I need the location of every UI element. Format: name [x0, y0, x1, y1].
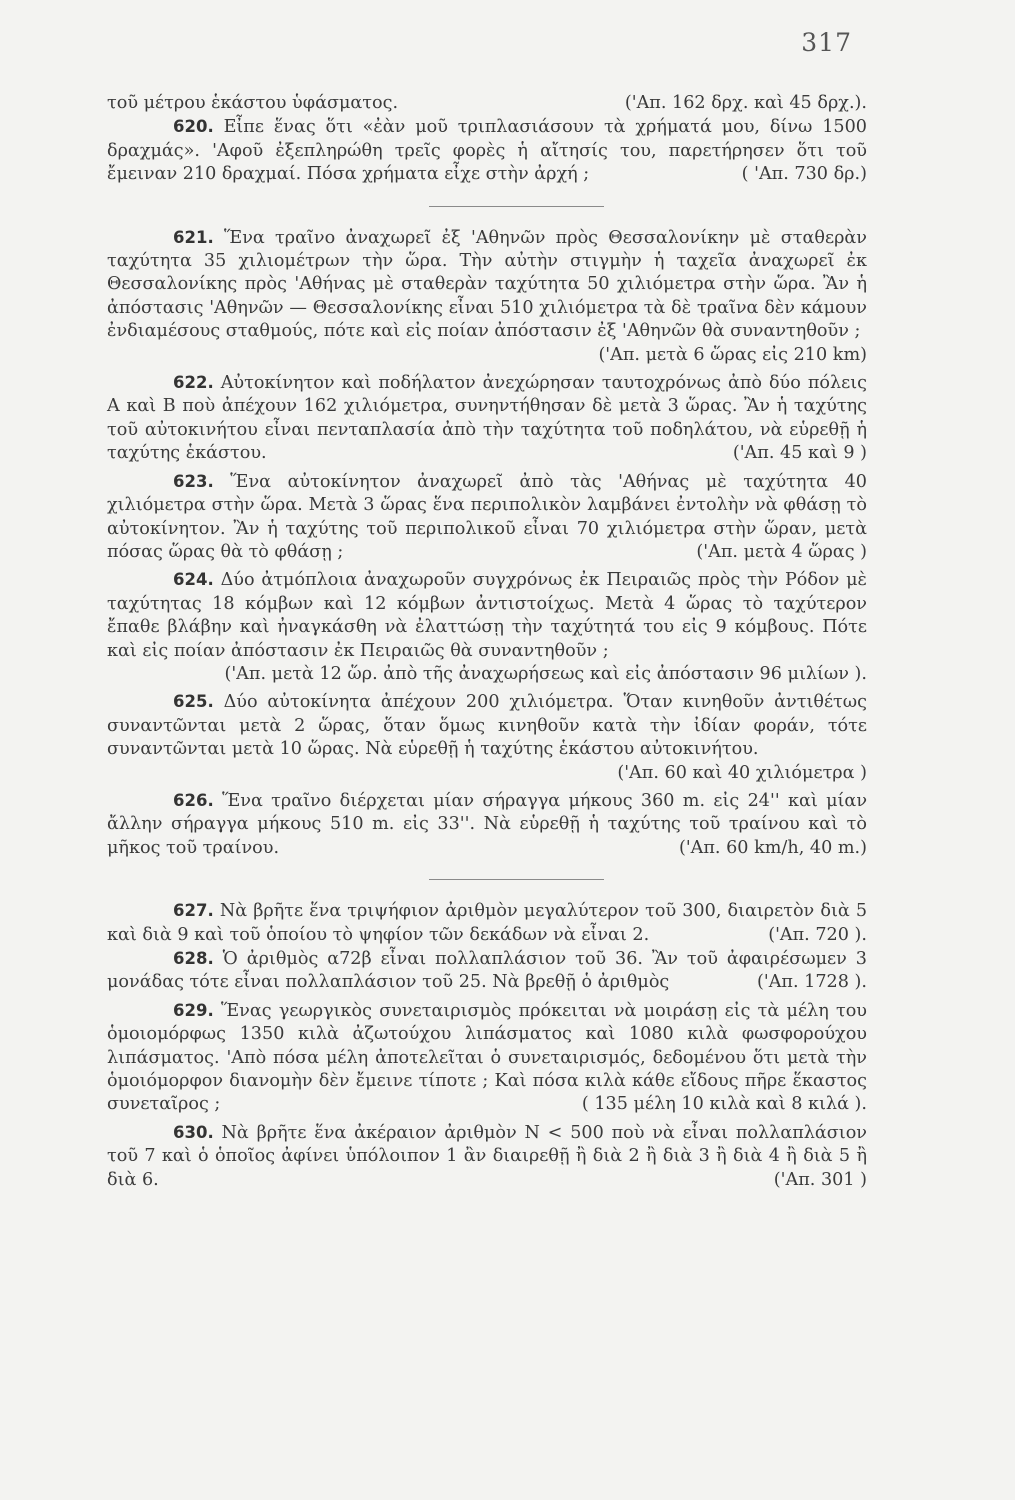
- problem-number: 624.: [173, 570, 214, 590]
- section-divider: [429, 879, 604, 880]
- problem-625: [107, 690, 867, 785]
- problem-text: Ἕνα τραῖνο διέρχεται μίαν σήραγγα μήκους 360 m. εἰς 24'' καὶ μίαν ἄλλην σήραγγα μήκους 510 m. εἰς 33''. Νὰ εὑρεθῇ ἡ ταχύτης τοῦ τραίνου καὶ τὸ μῆκος τοῦ τραίνου.: [107, 790, 868, 858]
- answer: ('Απ. 60 km/h, 40 m.): [678, 837, 867, 858]
- problem-number: 622.: [173, 373, 214, 393]
- problem-number: 625.: [173, 692, 214, 712]
- answer: ('Απ. 162 δρχ. καὶ 45 δρχ.).: [624, 93, 867, 113]
- answer: ('Απ. 1728 ).: [757, 972, 867, 993]
- answer: ('Απ. 720 ).: [768, 924, 867, 945]
- answer: ( 'Απ. 730 δρ.): [741, 164, 867, 185]
- problem-number: 630.: [173, 1122, 214, 1142]
- problems-text: [107, 92, 867, 1192]
- problem-623: [107, 470, 867, 565]
- problem-622: [107, 371, 867, 466]
- problem-number: 621.: [173, 227, 214, 247]
- page-number: 317: [801, 28, 852, 57]
- problem-621: [107, 226, 867, 367]
- answer: ('Απ. μετὰ 4 ὥρας ): [696, 541, 867, 562]
- problem-text: Εἶπε ἕνας ὅτι «ἐὰν μοῦ τριπλασιάσουν τὰ χρήματά μου, δίνω 1500 δραχμάς». 'Αφοῦ ἐξεπληρώθη τρεῖς φορὲς ἡ αἴτησίς του, παρετήρησεν ὅτι τοῦ ἔμειναν 210 δραχμαί. Πόσα χρήματα εἶχε στὴν ἀρχή ;: [107, 117, 867, 185]
- problem-number: 628.: [173, 949, 214, 968]
- problem-text: Αὐτοκίνητον καὶ ποδήλατον ἀνεχώρησαν ταυτοχρόνως ἀπὸ δύο πόλεις Α καὶ Β ποὺ ἀπέχουν 162 χιλιόμετρα, συνηντήθησαν δὲ μετὰ 3 ὥρας. Ἂν ἡ ταχύτης τοῦ αὐτοκινήτου εἶναι πενταπλασία ἀπὸ τὴν ταχύτητα τοῦ ποδηλάτου, νὰ εὑρεθῇ ἡ ταχύτης ἑκάστου.: [107, 373, 868, 464]
- section-divider: [429, 206, 604, 207]
- problem-text: Ἕνα τραῖνο ἀναχωρεῖ ἐξ 'Αθηνῶν πρὸς Θεσσαλονίκην μὲ σταθερὰν ταχύτητα 35 χιλιομέτρων τὴν ὥρα. Τὴν αὐτὴν στιγμὴν ἡ ταχεῖα ἀναχωρεῖ ἐκ Θεσσαλονίκης πρὸς 'Αθήνας μὲ σταθερὰν ταχύτητα 50 χιλιόμετρα στὴν ὥρα. Ἂν ἡ ἀπόστασις 'Αθηνῶν — Θεσσαλονίκης εἶναι 510 χιλιόμετρα τὰ δὲ τραῖνα δὲν κάμουν ἐνδιαμέσους σταθμούς, πότε καὶ εἰς ποίαν ἀπόστασιν ἐξ 'Αθηνῶν θὰ συναντηθοῦν ;: [107, 227, 868, 342]
- problem-text: Δύο ἀτμόπλοια ἀναχωροῦν συγχρόνως ἐκ Πειραιῶς πρὸς τὴν Ρόδον μὲ ταχύτητας 18 κόμβων καὶ 12 κόμβων ἀντιστοίχως. Μετὰ 4 ὥρας τὸ ταχύτερον ἔπαθε βλάβην καὶ ἠναγκάσθη νὰ ἐλαττώσῃ τὴν ταχύτητά του εἰς 9 κόμβους. Πότε καὶ εἰς ποίαν ἀπόστασιν ἐκ Πειραιῶς θὰ συναντηθοῦν ;: [107, 570, 867, 661]
- problem-626: [107, 789, 867, 860]
- problem-620: [107, 115, 867, 186]
- problem-number: 627.: [173, 901, 214, 921]
- problem-number: 623.: [173, 471, 214, 491]
- continuation-text: τοῦ μέτρου ἑκάστου ὑφάσματος.: [107, 93, 399, 113]
- problem-text: Ἕνας γεωργικὸς συνεταιρισμὸς πρόκειται νὰ μοιράσῃ εἰς τὰ μέλη του ὁμοιομόρφως 1350 κιλὰ ἀζωτούχου λιπάσματος καὶ 1080 κιλὰ φωσφορούχου λιπάσματος. 'Απὸ πόσα μέλη ἀποτελεῖται ὁ συνεταιρισμός, δεδομένου ὅτι μετὰ τὴν ὁμοιόμορφον διανομὴν δὲν ἔμεινε τίποτε ; Καὶ πόσα κιλὰ κάθε εἴδους πῆρε ἕκαστος συνεταῖρος ;: [107, 1000, 868, 1115]
- problem-628: [107, 947, 867, 995]
- answer: ('Απ. μετὰ 6 ὥρας εἰς 210 km): [598, 344, 867, 365]
- problem-text: Νὰ βρῆτε ἕνα τριψήφιον ἀριθμὸν μεγαλύτερον τοῦ 300, διαιρετὸν διὰ 5 καὶ διὰ 9 καὶ τοῦ ὁποίου τὸ ψηφίον τῶν δεκάδων νὰ εἶναι 2.: [107, 901, 868, 945]
- problem-text: Δύο αὐτοκίνητα ἀπέχουν 200 χιλιόμετρα. Ὅταν κινηθοῦν ἀντιθέτως συναντῶνται μετὰ 2 ὥρας, ὅταν ὅμως κινηθοῦν κατὰ τὴν ἰδίαν φοράν, τότε συναντῶνται μετὰ 10 ὥρας. Νὰ εὑρεθῇ ἡ ταχύτης ἑκάστου αὐτοκινήτου.: [107, 692, 867, 760]
- problem-number: 626.: [173, 790, 214, 810]
- answer: ( 135 μέλη 10 κιλὰ καὶ 8 κιλά ).: [581, 1094, 867, 1115]
- problem-630: [107, 1121, 867, 1192]
- continuation-line: [107, 92, 867, 115]
- problem-624: [107, 568, 867, 686]
- problem-text: Ἕνα αὐτοκίνητον ἀναχωρεῖ ἀπὸ τὰς 'Αθήνας μὲ ταχύτητα 40 χιλιόμετρα στὴν ὥρα. Μετὰ 3 ὥρας ἕνα περιπολικὸν λαμβάνει ἐντολὴν νὰ φθάσῃ τὸ αὐτοκίνητον. Ἂν ἡ ταχύτης τοῦ περιπολικοῦ εἶναι 70 χιλιόμετρα στὴν ὥραν, μετὰ πόσας ὥρας θὰ τὸ φθάσῃ ;: [107, 471, 867, 562]
- problem-number: 620.: [173, 117, 214, 137]
- problem-627: [107, 899, 867, 947]
- problem-text: Νὰ βρῆτε ἕνα ἀκέραιον ἀριθμὸν N < 500 ποὺ νὰ εἶναι πολλαπλάσιον τοῦ 7 καὶ ὁ ὁποῖος ἀφίνει ὑπόλοιπον 1 ἂν διαιρεθῇ ἢ διὰ 2 ἢ διὰ 3 ἢ διὰ 4 ἢ διὰ 5 ἢ διὰ 6.: [107, 1122, 867, 1190]
- answer: ('Απ. 60 καὶ 40 χιλιόμετρα ): [617, 762, 867, 783]
- problem-629: [107, 999, 867, 1117]
- problem-number: 629.: [173, 1000, 214, 1020]
- answer: ('Απ. μετὰ 12 ὥρ. ἀπὸ τῆς ἀναχωρήσεως καὶ εἰς ἀπόστασιν 96 μιλίων ).: [224, 663, 867, 684]
- problem-text: Ὁ ἀριθμὸς α72β εἶναι πολλαπλάσιον τοῦ 36. Ἂν τοῦ ἀφαιρέσωμεν 3 μονάδας τότε εἶναι πολλαπλάσιον τοῦ 25. Νὰ βρεθῇ ὁ ἀριθμὸς: [107, 949, 867, 993]
- answer: ('Απ. 45 καὶ 9 ): [732, 443, 867, 464]
- answer: ('Απ. 301 ): [773, 1169, 867, 1190]
